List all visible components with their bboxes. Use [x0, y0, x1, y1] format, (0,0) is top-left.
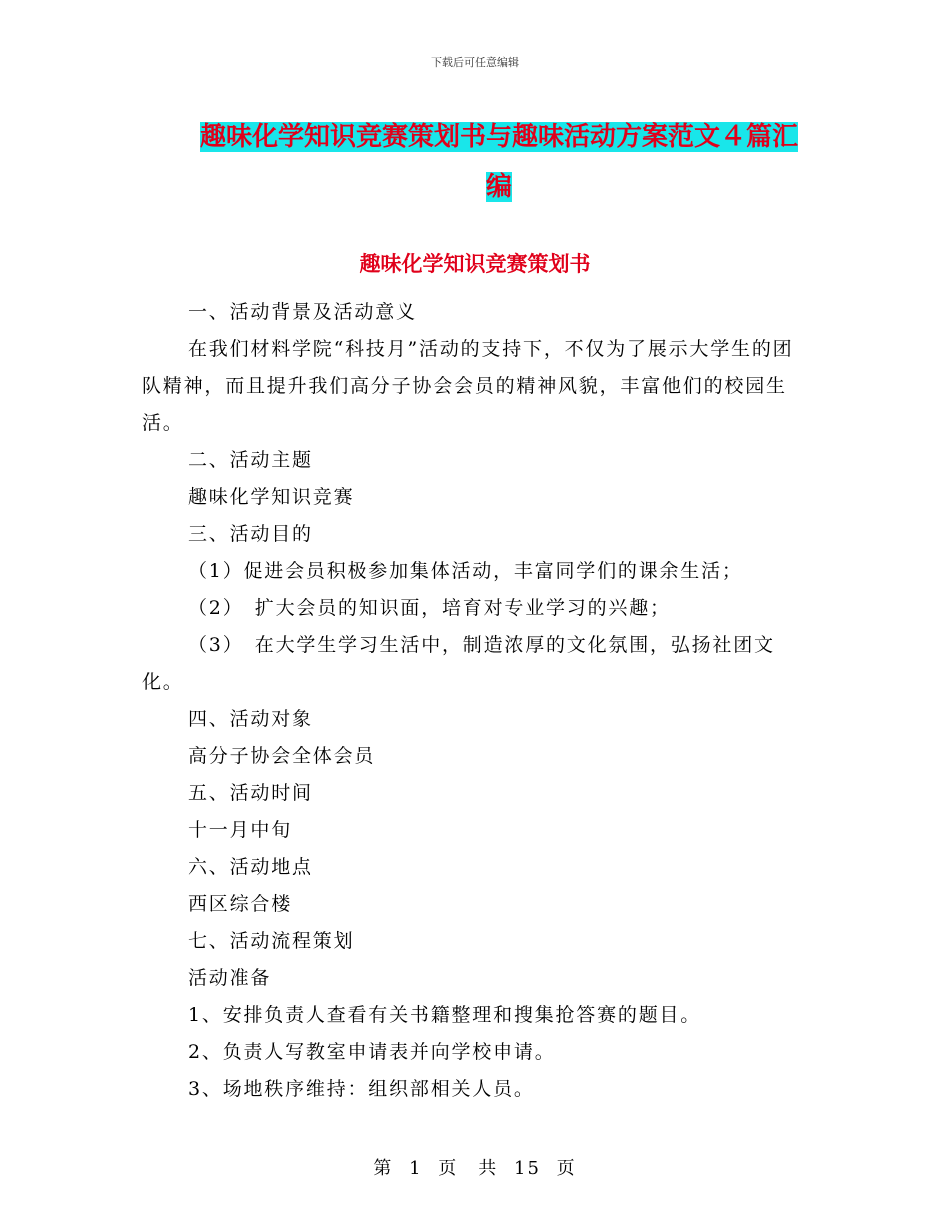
document-body — [142, 294, 802, 1108]
heading-theme: 二、活动主题 — [188, 449, 313, 471]
heading-time: 五、活动时间 — [188, 782, 313, 804]
page-header-note: 下载后可任意编辑 — [431, 56, 519, 69]
document-title-line1: 趣味化学知识竞赛策划书与趣味活动方案范文４篇汇 — [199, 122, 798, 152]
footer-middle: 页 共 — [438, 1158, 499, 1179]
heading-process: 七、活动流程策划 — [188, 930, 355, 952]
list-item-purpose-2: （2） 扩大会员的知识面，培育对专业学习的兴趣； — [188, 597, 671, 619]
heading-purpose: 三、活动目的 — [188, 523, 313, 545]
list-item-purpose-1: （1）促进会员积极参加集体活动，丰富同学们的课余生活； — [188, 560, 743, 582]
paragraph-background: 在我们材料学院“科技月”活动的支持下，不仅为了展示大学生的团队精神，而且提升我们高分子协会会员的精神风貌，丰富他们的校园生活。 — [142, 338, 794, 434]
heading-target: 四、活动对象 — [188, 708, 313, 730]
paragraph-theme: 趣味化学知识竞赛 — [188, 486, 355, 508]
paragraph-location: 西区综合楼 — [188, 893, 293, 915]
document-title — [196, 112, 802, 212]
list-item-purpose-3: （3） 在大学生学习生活中，制造浓厚的文化氛围，弘扬社团文化。 — [142, 634, 775, 693]
document-title-line2: 编 — [485, 172, 512, 202]
paragraph-target: 高分子协会全体会员 — [188, 745, 376, 767]
paragraph-time: 十一月中旬 — [188, 819, 293, 841]
heading-background: 一、活动背景及活动意义 — [188, 301, 417, 323]
list-item-step-3: 3、场地秩序维持：组织部相关人员。 — [188, 1078, 535, 1100]
section-title: 趣味化学知识竞赛策划书 — [359, 251, 591, 276]
list-item-step-1: 1、安排负责人查看有关书籍整理和搜集抢答赛的题目。 — [188, 1004, 702, 1026]
footer-page-number: 1 — [409, 1158, 423, 1179]
footer-total-pages: 15 — [514, 1158, 541, 1179]
page-footer — [0, 1154, 950, 1180]
list-item-step-2: 2、负责人写教室申请表并向学校申请。 — [188, 1041, 556, 1063]
footer-suffix: 页 — [556, 1158, 577, 1179]
heading-location: 六、活动地点 — [188, 856, 313, 878]
paragraph-preparation: 活动准备 — [188, 967, 272, 989]
footer-prefix: 第 — [373, 1158, 394, 1179]
